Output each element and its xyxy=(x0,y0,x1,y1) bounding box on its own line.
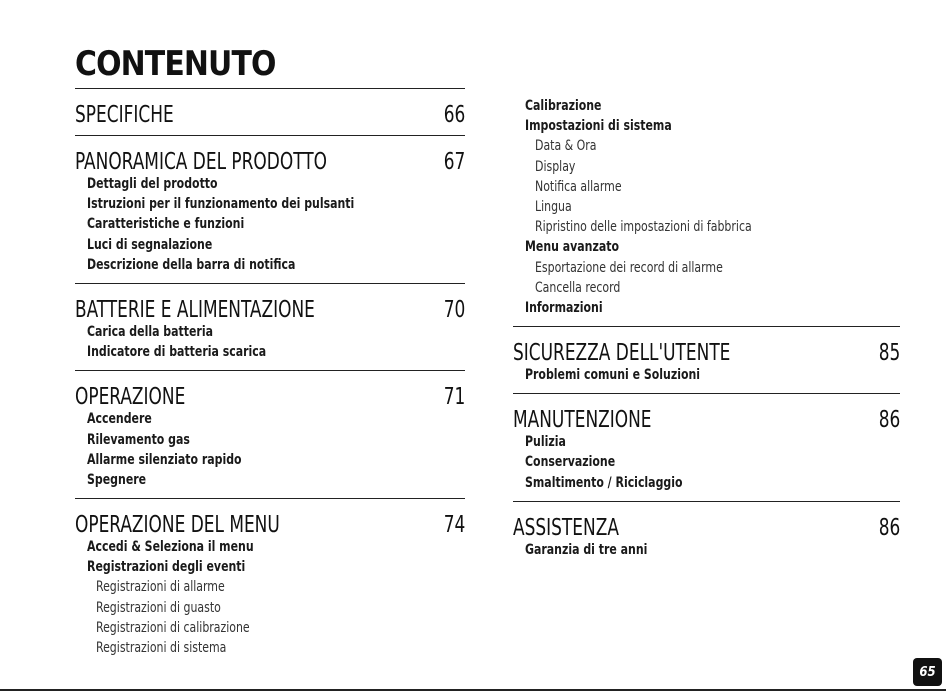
toc-entry-label: Lingua xyxy=(535,198,572,215)
toc-entry-esportazione-dei-record-di-allarme[interactable] xyxy=(513,258,900,278)
toc-entry-label: Conservazione xyxy=(525,454,616,471)
toc-entry-ripristino-delle-impostazioni-di-fabbrica[interactable] xyxy=(513,217,900,237)
toc-section-heading[interactable] xyxy=(513,502,900,540)
toc-entry-smaltimento-riciclaggio[interactable] xyxy=(513,473,900,493)
toc-entry-label: Spegnere xyxy=(87,471,147,488)
toc-section-heading[interactable] xyxy=(75,89,465,127)
toc-entry-indicatore-di-batteria-scarica[interactable] xyxy=(75,342,465,362)
toc-section-batterie-e-alimentazione xyxy=(75,283,465,370)
toc-subitems xyxy=(75,127,465,135)
toc-entry-label: Registrazioni di allarme xyxy=(96,579,225,596)
toc-section-sicurezza-dell-utente xyxy=(513,326,900,393)
toc-entry-label: Pulizia xyxy=(525,434,566,451)
toc-entry-impostazioni-di-sistema[interactable] xyxy=(513,116,900,136)
section-title: ASSISTENZA xyxy=(513,514,619,541)
toc-entry-registrazioni-degli-eventi[interactable] xyxy=(75,557,465,577)
section-page-number: 66 xyxy=(443,102,465,128)
toc-entry-label: Problemi comuni e Soluzioni xyxy=(525,367,701,384)
toc-entry-label: Ripristino delle impostazioni di fabbrica xyxy=(535,219,752,236)
toc-entry-label: Registrazioni di sistema xyxy=(96,640,227,656)
toc-subitems xyxy=(513,365,900,393)
toc-entry-label: Garanzia di tre anni xyxy=(525,541,648,558)
toc-entry-registrazioni-di-sistema[interactable] xyxy=(75,638,465,658)
toc-entry-label: Data & Ora xyxy=(535,138,597,155)
toc-entry-label: Impostazioni di sistema xyxy=(525,118,672,135)
toc-entry-label: Display xyxy=(535,158,576,175)
toc-subitems xyxy=(75,537,465,666)
toc-entry-menu-avanzato[interactable] xyxy=(513,237,900,257)
section-page-number: 74 xyxy=(443,512,465,539)
toc-entry-label: Registrazioni di guasto xyxy=(96,599,221,616)
toc-subitems xyxy=(75,322,465,370)
section-page-number: 86 xyxy=(878,407,900,434)
section-title: OPERAZIONE DEL MENU xyxy=(75,512,280,539)
section-page-number: 85 xyxy=(878,340,900,367)
section-title: SICUREZZA DELL'UTENTE xyxy=(513,340,731,367)
toc-entry-caratteristiche-e-funzioni[interactable] xyxy=(75,214,465,234)
section-page-number: 67 xyxy=(443,149,465,175)
toc-section-manutenzione xyxy=(513,393,900,501)
toc-section-operazione xyxy=(75,370,465,498)
toc-entry-label: Smaltimento / Riciclaggio xyxy=(525,474,683,491)
section-page-number: 86 xyxy=(878,514,900,541)
toc-entry-allarme-silenziato-rapido[interactable] xyxy=(75,450,465,470)
toc-section-panoramica-del-prodotto xyxy=(75,135,465,283)
section-title: BATTERIE E ALIMENTAZIONE xyxy=(75,296,315,323)
toc-entry-label: Notifica allarme xyxy=(535,178,622,195)
toc-entry-label: Accendere xyxy=(87,411,152,428)
toc-entry-conservazione[interactable] xyxy=(513,452,900,472)
toc-entry-garanzia-di-tre-anni[interactable] xyxy=(513,540,900,560)
toc-subitems xyxy=(75,174,465,283)
toc-entry-cancella-record[interactable] xyxy=(513,278,900,298)
toc-section-specifiche xyxy=(75,88,465,135)
section-title: PANORAMICA DEL PRODOTTO xyxy=(75,149,327,175)
toc-subitems xyxy=(513,432,900,501)
toc-section-assistenza xyxy=(513,501,900,568)
toc-section-operazione-del-menu xyxy=(75,498,465,666)
toc-entry-label: Rilevamento gas xyxy=(87,431,190,448)
toc-entry-registrazioni-di-allarme[interactable] xyxy=(75,577,465,597)
toc-entry-notifica-allarme[interactable] xyxy=(513,177,900,197)
toc-entry-label: Cancella record xyxy=(535,279,621,296)
section-title: SPECIFICHE xyxy=(75,102,174,128)
toc-entry-informazioni[interactable] xyxy=(513,298,900,318)
toc-entry-label: Caratteristiche e funzioni xyxy=(87,216,245,233)
toc-entry-rilevamento-gas[interactable] xyxy=(75,430,465,450)
section-page-number: 70 xyxy=(443,296,465,323)
toc-entry-label: Registrazioni di calibrazione xyxy=(96,619,250,636)
toc-entry-label: Informazioni xyxy=(525,299,603,316)
toc-entry-lingua[interactable] xyxy=(513,197,900,217)
toc-entry-display[interactable] xyxy=(513,157,900,177)
toc-entry-label: Calibrazione xyxy=(525,98,602,114)
toc-section-heading[interactable] xyxy=(75,371,465,409)
toc-entry-label: Allarme silenziato rapido xyxy=(87,451,242,468)
section-title: MANUTENZIONE xyxy=(513,407,652,434)
page-number-badge: 65 xyxy=(913,658,942,686)
toc-entry-label: Accedi & Seleziona il menu xyxy=(87,539,254,556)
toc-entry-data-ora[interactable] xyxy=(513,136,900,156)
toc-entry-registrazioni-di-calibrazione[interactable] xyxy=(75,618,465,638)
toc-section-heading[interactable] xyxy=(75,499,465,537)
toc-entry-label: Descrizione della barra di notifica xyxy=(87,256,296,273)
toc-entry-descrizione-della-barra-di-notifica[interactable] xyxy=(75,255,465,275)
toc-section-heading[interactable] xyxy=(75,136,465,174)
toc-entry-istruzioni-per-il-funzionamento-dei-pulsanti[interactable] xyxy=(75,194,465,214)
toc-entry-calibrazione[interactable] xyxy=(513,96,900,116)
toc-entry-label: Istruzioni per il funzionamento dei pulsanti xyxy=(87,196,355,213)
toc-entry-dettagli-del-prodotto[interactable] xyxy=(75,174,465,194)
toc-entry-luci-di-segnalazione[interactable] xyxy=(75,235,465,255)
toc-section-heading[interactable] xyxy=(513,327,900,365)
toc-entry-label: Luci di segnalazione xyxy=(87,236,213,253)
section-page-number: 71 xyxy=(443,384,465,411)
section-title: OPERAZIONE xyxy=(75,384,186,411)
toc-subitems xyxy=(513,540,900,568)
toc-entry-accendere[interactable] xyxy=(75,409,465,429)
toc-entry-label: Registrazioni degli eventi xyxy=(87,559,246,576)
page-title: CONTENUTO xyxy=(75,44,276,84)
toc-entry-label: Carica della batteria xyxy=(87,323,213,340)
toc-entry-accedi-seleziona-il-menu[interactable] xyxy=(75,537,465,557)
toc-subitems xyxy=(75,409,465,498)
toc-section-heading[interactable] xyxy=(75,284,465,322)
toc-entry-label: Menu avanzato xyxy=(525,239,620,256)
footer-rule xyxy=(0,689,946,691)
continued-items xyxy=(513,96,900,326)
toc-left-column xyxy=(75,88,465,666)
toc-entry-label: Indicatore di batteria scarica xyxy=(87,344,267,361)
toc-entry-carica-della-batteria[interactable] xyxy=(75,322,465,342)
toc-entry-registrazioni-di-guasto[interactable] xyxy=(75,598,465,618)
toc-entry-problemi-comuni-e-soluzioni[interactable] xyxy=(513,365,900,385)
toc-entry-spegnere[interactable] xyxy=(75,470,465,490)
toc-entry-label: Esportazione dei record di allarme xyxy=(535,259,723,276)
toc-section-heading[interactable] xyxy=(513,394,900,432)
toc-entry-pulizia[interactable] xyxy=(513,432,900,452)
toc-right-column xyxy=(513,96,900,568)
toc-entry-label: Dettagli del prodotto xyxy=(87,176,218,192)
